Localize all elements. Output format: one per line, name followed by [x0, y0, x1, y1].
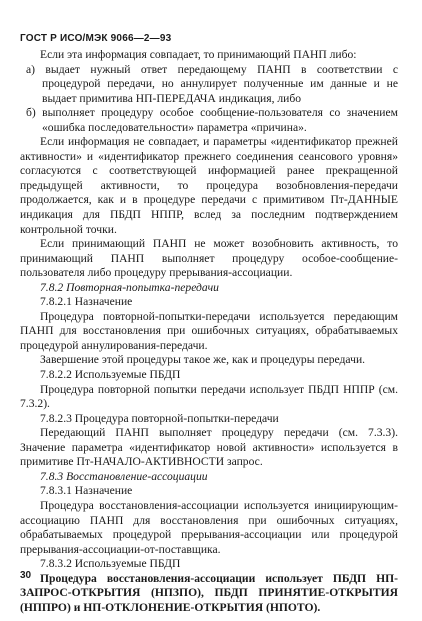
paragraph: Если информация не совпадает, и параметры «идентификатор прежней активности» и «идентификатор прежнего соединения сеансового уровня» согласуются с соответствующей информацией ранее прекращенной предыдущей активности, то процедура возобновления-передачи продолжается, как и в процедуре передачи с примитивом Пт-ДАННЫЕ индикация для ПБДП НППР, вслед за последним подтверждением контрольной точки.	[20, 135, 398, 236]
body-text	[20, 48, 398, 615]
page-number: 30	[20, 570, 32, 581]
section-heading: 7.8.3 Восстановление-ассоциации	[40, 469, 208, 483]
list-item-a: а) выдает нужный ответ передающему ПАНП в соответствии с процедурой передачи, но аннулирует полученные им данные и не выдает примитива НП-ПЕРЕДАЧА индикация, либо	[26, 62, 398, 105]
subsection-heading: 7.8.2.1 Назначение	[40, 295, 133, 309]
paragraph: Передающий ПАНП выполняет процедуру передачи (см. 7.3.3). Значение параметра «идентификатор новой активности» используется в примитиве Пт-НАЧАЛО-АКТИВНОСТИ запрос.	[20, 426, 398, 469]
paragraph: Если принимающий ПАНП не может возобновить активность, то принимающий ПАНП выполняет процедуру особое-сообщение-пользователя либо процедуру прерывания-ассоциации.	[20, 237, 398, 280]
paragraph: Процедура повторной-попытки-передачи используется передающим ПАНП для восстановления при ошибочных ситуациях, обрабатываемых процедурой аннулирования-передачи.	[20, 309, 398, 352]
subsection-heading: 7.8.3.2 Используемые ПБДП	[40, 557, 181, 571]
section-heading: 7.8.2 Повторная-попытка-передачи	[40, 280, 219, 294]
subsection-heading: 7.8.2.2 Используемые ПБДП	[40, 368, 181, 382]
page-header: ГОСТ Р ИСО/МЭК 9066—2—93	[20, 33, 172, 44]
paragraph: Если эта информация совпадает, то принимающий ПАНП либо:	[40, 48, 357, 61]
paragraph: Завершение этой процедуры такое же, как и процедуры передачи.	[40, 353, 366, 367]
subsection-heading: 7.8.3.1 Назначение	[40, 484, 133, 498]
paragraph: Процедура восстановления-ассоциации используется инициирующим-ассоциацию ПАНП для восстановления при ошибочных ситуациях, обрабатываемых процедурой прерывания-ассоциации или процедурой прерывания-ассоциации-от-поставщика.	[20, 498, 398, 556]
paragraph: Процедура восстановления-ассоциации использует ПБДП НП-ЗАПРОС-ОТКРЫТИЯ (НПЗПО), ПБДП ПРИНЯТИЕ-ОТКРЫТИЯ (НППРО) и НП-ОТКЛОНЕНИЕ-ОТКРЫТИЯ (НПОТО).	[20, 571, 398, 614]
list-item-b: б) выполняет процедуру особое сообщение-пользователя со значением «ошибка последовательности» параметра «причина».	[26, 106, 398, 134]
paragraph: Процедура повторной попытки передачи использует ПБДП НППР (см. 7.3.2).	[20, 382, 398, 411]
subsection-heading: 7.8.2.3 Процедура повторной-попытки-передачи	[40, 411, 279, 425]
